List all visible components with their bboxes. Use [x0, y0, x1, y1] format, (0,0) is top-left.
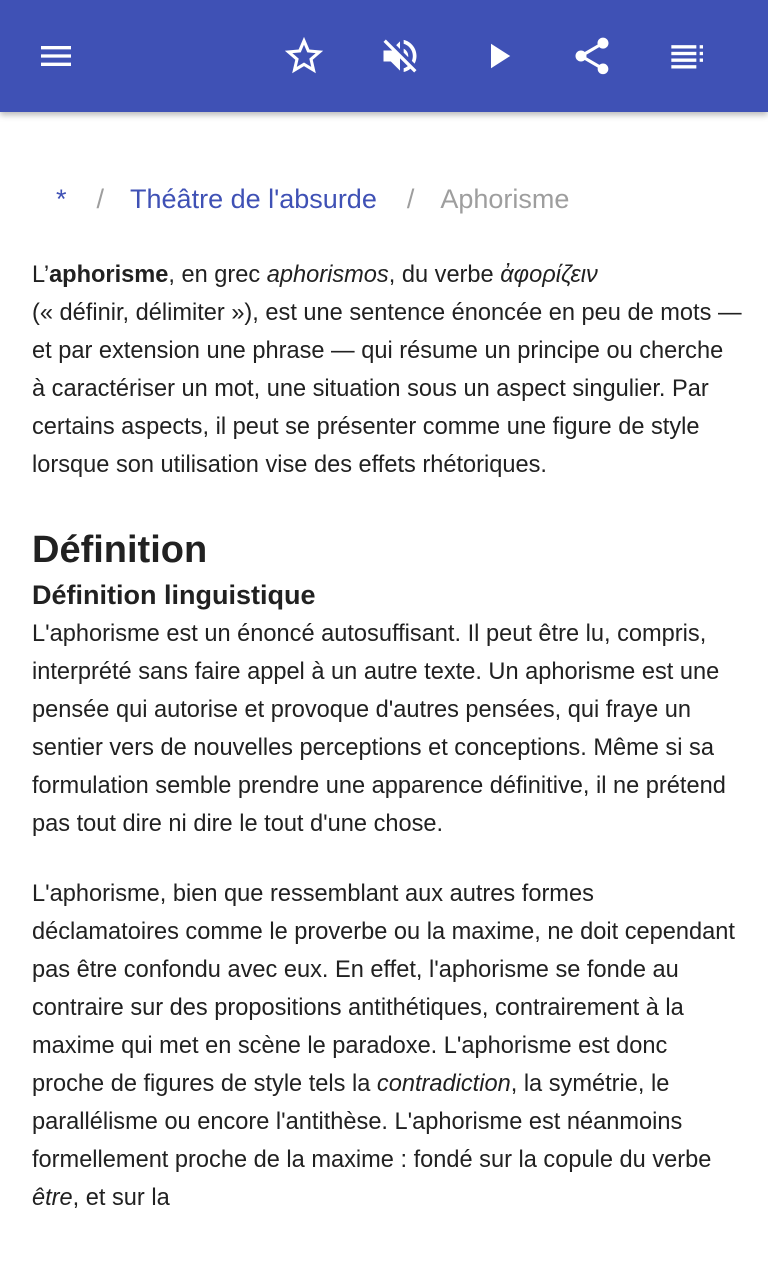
intro-text: , du verbe	[388, 262, 501, 288]
favorite-button[interactable]	[276, 28, 332, 84]
intro-paragraph	[32, 256, 742, 484]
paragraph-text: , et sur la	[72, 1185, 170, 1211]
paragraph-text: , la symétrie, le parallélisme ou encore l'antithèse. L'aphorisme est néanmoins formellement proche de la maxime : fondé sur la copule du verbe	[32, 1071, 712, 1173]
intro-text: , en grec	[168, 262, 267, 288]
breadcrumb-separator: /	[96, 184, 105, 214]
playlist-icon	[668, 36, 708, 76]
paragraph-comparison	[32, 875, 742, 1217]
intro-text: L’	[32, 262, 50, 288]
breadcrumb-separator: /	[406, 184, 415, 214]
contents-button[interactable]	[660, 28, 716, 84]
breadcrumb-current: Aphorisme	[440, 184, 570, 214]
breadcrumb	[56, 182, 569, 216]
section-title: Définition	[32, 529, 208, 571]
breadcrumb-home-link[interactable]: *	[56, 184, 67, 214]
emphasis-text: être	[32, 1185, 73, 1211]
play-icon	[477, 35, 519, 77]
share-button[interactable]	[564, 28, 620, 84]
play-button[interactable]	[470, 28, 526, 84]
mute-button[interactable]	[372, 28, 428, 84]
article-body	[32, 256, 742, 1217]
volume-off-icon	[378, 34, 422, 78]
menu-icon	[36, 36, 76, 76]
menu-button[interactable]	[28, 28, 84, 84]
article-content[interactable]	[0, 112, 768, 1280]
paragraph-definition: L'aphorisme est un énoncé autosuffisant. Il peut être lu, compris, interprété sans faire appel à un autre texte. Un aphorisme est une pensée qui autorise et provoque d'autres pensées, qui fraye un sentier vers de nouvelles perceptions et conceptions. Même si sa formulation semble prendre une apparence définitive, il ne prétend pas tout dire ni dire le tout d'une chose.	[32, 621, 726, 837]
intro-greek-latin: aphorismos	[266, 262, 389, 288]
breadcrumb-parent-link[interactable]: Théâtre de l'absurde	[130, 184, 377, 214]
paragraph-text: L'aphorisme, bien que ressemblant aux autres formes déclamatoires comme le proverbe ou la maxime, ne doit cependant pas être confondu avec eux. En effet, l'aphorisme se fonde au contraire sur des propositions antithétiques, contrairement à la maxime qui met en scène le paradoxe. L'aphorisme est donc proche de figures de style tels la	[32, 881, 735, 1097]
subsection-title: Définition linguistique	[32, 580, 316, 610]
intro-greek-word: ἀφορίζειν	[500, 262, 598, 288]
intro-term: aphorisme	[49, 262, 169, 288]
emphasis-text: contradiction	[376, 1071, 511, 1097]
app-toolbar	[0, 0, 768, 112]
intro-text: (« définir, délimiter »), est une sentence énoncée en peu de mots — et par extension une phrase — qui résume un principe ou cherche à caractériser un mot, une situation sous un aspect singulier. Par certains aspects, il peut se présenter comme une figure de style lorsque son utilisation vise des effets rhétoriques.	[32, 300, 742, 478]
share-icon	[570, 34, 614, 78]
star-outline-icon	[281, 33, 327, 79]
